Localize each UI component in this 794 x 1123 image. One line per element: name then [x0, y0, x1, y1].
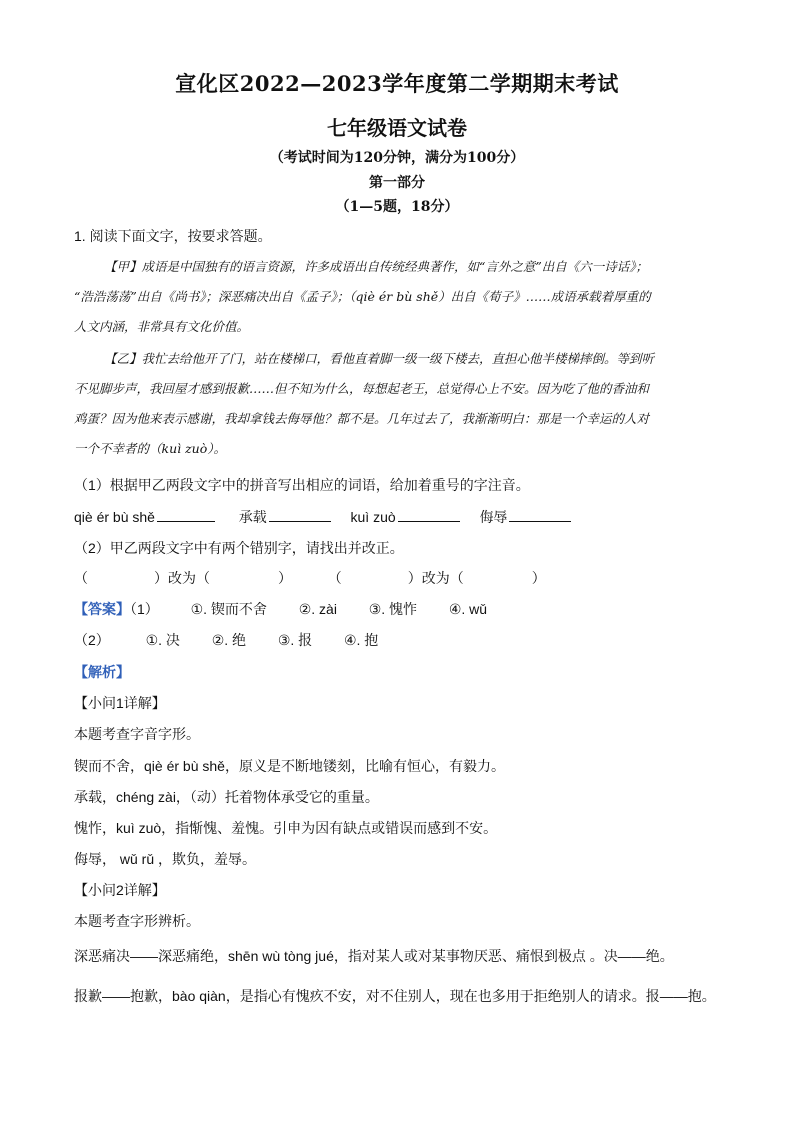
analysis-sub1-intro: 本题考查字音字形。 — [74, 726, 200, 742]
analysis-sub2-intro: 本题考查字形辨析。 — [74, 913, 200, 929]
sub-question-1: （1）根据甲乙两段文字中的拼音写出相应的词语，给加着重号的字注音。 — [74, 477, 530, 493]
fill1-label-c: kuì zuò — [350, 509, 396, 525]
answer-part2-num: （2） — [74, 632, 110, 648]
passage-yi-line1: 【乙】我忙去给他开了门，站在楼梯口，看他直着脚一级一级下楼去，直担心他半楼梯摔倒。等到听 — [104, 351, 655, 366]
fill2-open-2: （ — [327, 570, 342, 586]
fill2-close-3: ）改为（ — [407, 570, 464, 586]
answer-1: ①. 锲而不舍 — [190, 601, 267, 617]
fill-line-1 — [74, 507, 573, 527]
passage-yi-line3: 鸡蛋？因为他来表示感谢，我却拿钱去侮辱他？都不是。几年过去了，我渐渐明白：那是一个幸运的人对 — [74, 411, 650, 426]
passage-yi — [74, 344, 722, 464]
answer-b1: ①. 决 — [145, 632, 180, 648]
fill2-open-1: （ — [74, 570, 88, 586]
fill1-blank-b[interactable] — [269, 507, 331, 522]
passage-yi-line4: 一个不幸者的（kuì zuò）。 — [74, 441, 227, 456]
analysis-sub1-line2: 承载，chéng zài，（动）托着物体承受它的重量。 — [74, 789, 379, 805]
passage-yi-line2: 不见脚步声，我回屋才感到报歉……但不知为什么，每想起老王，总觉得心上不安。因为吃了他的香油和 — [74, 381, 650, 396]
analysis-sub1-line1: 锲而不舍，qiè ér bù shě，原义是不断地镂刻，比喻有恒心，有毅力。 — [74, 758, 505, 774]
answer-4: ④. wǔ — [448, 601, 488, 617]
fill1-label-a: qiè ér bù shě — [74, 509, 155, 525]
analysis-sub2-heading: 【小问2详解】 — [74, 882, 166, 898]
passage-jia — [74, 252, 722, 342]
answer-3: ③. 愧怍 — [368, 601, 418, 617]
answer-b2: ②. 绝 — [211, 632, 247, 648]
fill2-close-1: ）改为（ — [154, 570, 210, 586]
fill1-blank-d[interactable] — [509, 507, 571, 522]
fill2-close-2: ） — [278, 570, 292, 586]
analysis-sub2-line2: 报歉——抱歉，bào qiàn，是指心有愧疚不安，对不住别人，现在也多用于拒绝别人的请求。报——抱。 — [74, 988, 716, 1004]
fill1-blank-c[interactable] — [398, 507, 460, 522]
fill1-label-d: 侮辱 — [479, 509, 508, 525]
answer-2: ②. zài — [298, 601, 337, 617]
answer-b3: ③. 报 — [277, 632, 313, 648]
answer-line-2 — [74, 630, 378, 650]
answer-line-1 — [74, 599, 487, 619]
analysis-sub2-line1: 深恶痛决——深恶痛绝，shēn wù tòng jué，指对某人或对某事物厌恶、痛恨到极点 。决——绝。 — [74, 948, 674, 964]
analysis-sub1-heading: 【小问1详解】 — [74, 695, 166, 711]
analysis-sub1-line4: 侮辱， wǔ rǔ ，欺负，羞辱。 — [74, 851, 257, 867]
fill1-label-b: 承载 — [238, 509, 267, 525]
passage-jia-line3: 人文内涵，非常具有文化价值。 — [74, 319, 250, 334]
analysis-sub1-line3: 愧怍，kuì zuò，指惭愧、羞愧。引申为因有缺点或错误而感到不安。 — [74, 820, 498, 836]
fill2-close-4: ） — [531, 570, 546, 586]
answer-b4: ④. 抱 — [343, 632, 379, 648]
exam-info: （考试时间为120分钟，满分为100分） — [269, 150, 525, 166]
fill-line-2 — [74, 568, 546, 588]
answer-label: 【答案】 — [74, 601, 130, 617]
fill1-blank-a[interactable] — [157, 507, 215, 522]
exam-subtitle: 七年级语文试卷 — [327, 116, 467, 140]
passage-jia-line1: 【甲】成语是中国独有的语言资源，许多成语出自传统经典著作，如“言外之意”出自《六一诗话》； — [104, 259, 649, 274]
part-range: （1—5题，18分） — [335, 199, 459, 215]
analysis-label: 【解析】 — [74, 664, 130, 680]
passage-jia-line2: “浩浩荡荡”出自《尚书》；深恶痛决出自《孟子》；（qiè ér bù shě）出自《荀子》……成语承载着厚重的 — [74, 289, 651, 304]
answer-part1-num: （1） — [130, 601, 159, 617]
sub-question-2: （2）甲乙两段文字中有两个错别字，请找出并改正。 — [74, 540, 404, 556]
part-heading: 第一部分 — [369, 175, 425, 191]
question-prompt: 1. 阅读下面文字，按要求答题。 — [74, 228, 272, 244]
exam-title: 宣化区2022—2023学年度第二学期期末考试 — [175, 71, 619, 96]
